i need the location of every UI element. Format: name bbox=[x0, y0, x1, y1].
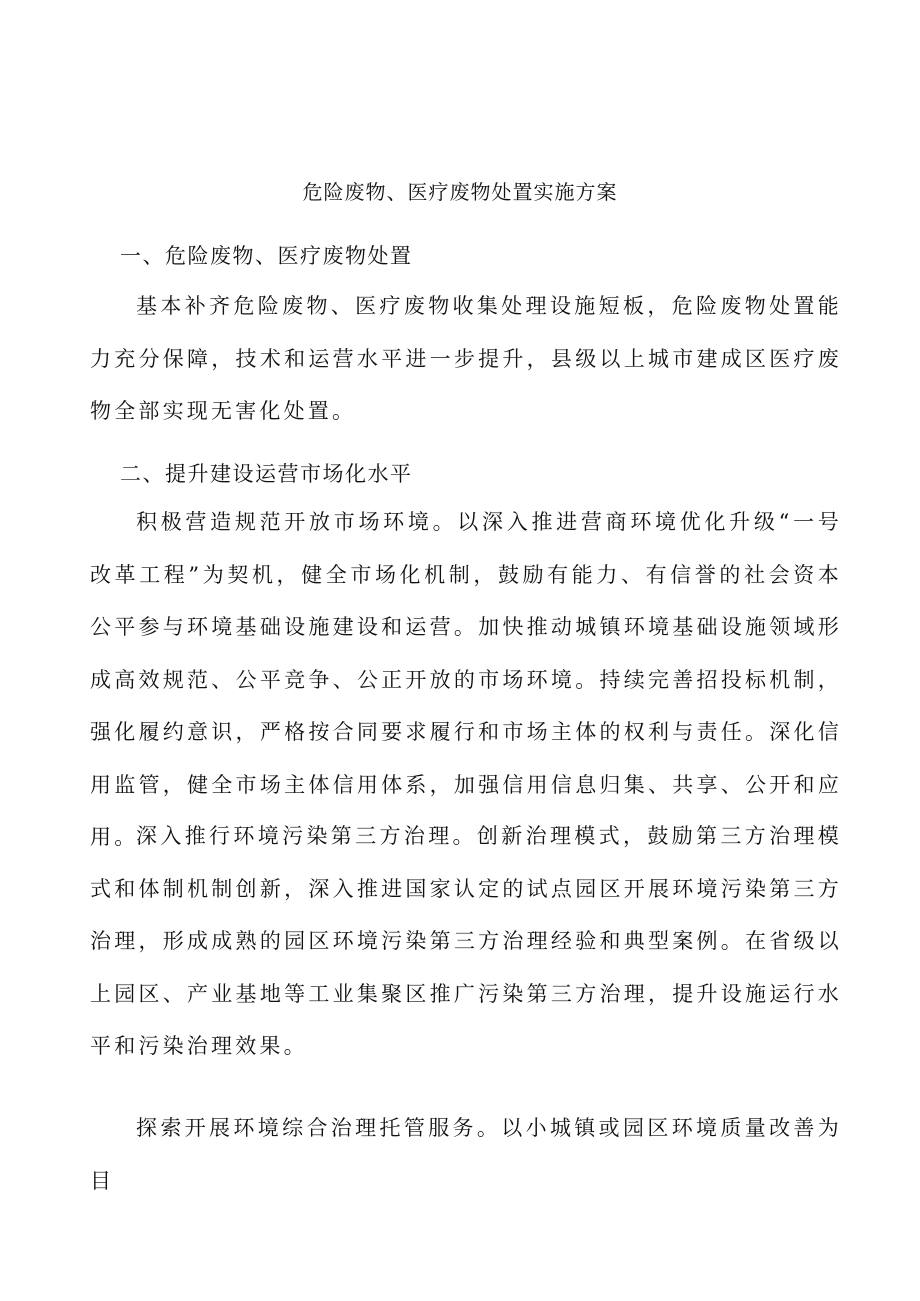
section-heading-2: 二、提升建设运营市场化水平 bbox=[120, 462, 413, 486]
section-heading-1: 一、危险废物、医疗废物处置 bbox=[120, 244, 413, 268]
section-2-paragraph-3: 探索开展环境综合治理托管服务。以小城镇或园区环境质量改善为目 bbox=[90, 1116, 842, 1193]
document-title: 危险废物、医疗废物处置实施方案 bbox=[302, 180, 618, 204]
section-2-paragraph-1: 积极营造规范开放市场环境。以深入推进营商环境优化升级“一号改革工程”为契机，健全市场化机制，鼓励有能力、有信誉的社会资本公平参与环境基础设施建设和运营。加快推动城镇环境基础设施领域形成高效规范、公平竞争、公正开放的市场环境。持续完善招投标机制，强化履约意识，严格按合同要求履行和市场主体的权利与责任。深化信用监管，健全市场主体信用体系，加强信用信息归集、共享、公开和应用。 bbox=[90, 510, 842, 849]
section-1-paragraph-1: 基本补齐危险废物、医疗废物收集处理设施短板，危险废物处置能力充分保障，技术和运营水平进一步提升，县级以上城市建成区医疗废物全部实现无害化处置。 bbox=[90, 294, 842, 423]
section-2-paragraph-2: 深入推行环境污染第三方治理。创新治理模式，鼓励第三方治理模式和体制机制创新，深入推进国家认定的试点园区开展环境污染第三方治理，形成成熟的园区环境污染第三方治理经验和典型案例。在省级以上园区、产业基地等工业集聚区推广污染第三方治理，提升设施运行水平和污染治理效果。 bbox=[90, 824, 842, 1058]
